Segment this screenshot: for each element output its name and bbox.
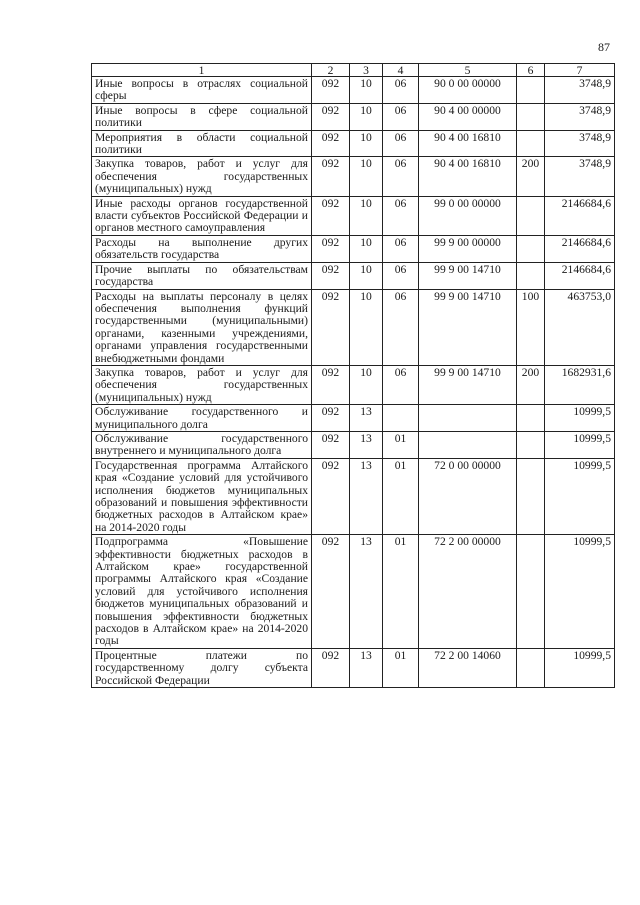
section-code-cell: 10	[350, 157, 383, 196]
expense-type-cell	[517, 196, 545, 235]
target-article-cell: 72 2 00 00000	[419, 535, 517, 649]
expense-type-cell	[517, 648, 545, 687]
column-header: 5	[419, 64, 517, 77]
column-header: 7	[545, 64, 615, 77]
expense-type-cell	[517, 535, 545, 649]
column-header: 1	[92, 64, 312, 77]
row-name-cell: Государственная программа Алтайского края «Создание условий для устойчивого исполнения бюджетов муниципальных образований и повышения эффективности бюджетных расходов в Алтайском крае» на 2014-2020 годы	[92, 458, 312, 534]
amount-cell: 2146684,6	[545, 262, 615, 289]
expense-type-cell: 200	[517, 157, 545, 196]
grbs-code-cell: 092	[312, 458, 350, 534]
subsection-code-cell: 06	[383, 130, 419, 157]
section-code-cell: 13	[350, 535, 383, 649]
row-name-cell: Иные расходы органов государственной власти субъектов Российской Федерации и органов местного самоуправления	[92, 196, 312, 235]
subsection-code-cell: 06	[383, 262, 419, 289]
expense-type-cell	[517, 405, 545, 432]
section-code-cell: 10	[350, 103, 383, 130]
budget-table	[91, 63, 615, 688]
subsection-code-cell: 06	[383, 196, 419, 235]
row-name-cell: Иные вопросы в сфере социальной политики	[92, 103, 312, 130]
amount-cell: 10999,5	[545, 405, 615, 432]
expense-type-cell	[517, 103, 545, 130]
row-name-cell: Иные вопросы в отраслях социальной сферы	[92, 77, 312, 104]
target-article-cell: 90 4 00 16810	[419, 157, 517, 196]
grbs-code-cell: 092	[312, 289, 350, 365]
subsection-code-cell	[383, 405, 419, 432]
row-name-cell: Закупка товаров, работ и услуг для обеспечения государственных (муниципальных) нужд	[92, 157, 312, 196]
table-row	[92, 235, 615, 262]
amount-cell: 10999,5	[545, 648, 615, 687]
expense-type-cell	[517, 77, 545, 104]
section-code-cell: 10	[350, 130, 383, 157]
target-article-cell: 90 4 00 16810	[419, 130, 517, 157]
table-row	[92, 458, 615, 534]
subsection-code-cell: 06	[383, 365, 419, 404]
amount-cell: 1682931,6	[545, 365, 615, 404]
amount-cell: 10999,5	[545, 535, 615, 649]
target-article-cell: 99 9 00 14710	[419, 289, 517, 365]
table-row	[92, 196, 615, 235]
subsection-code-cell: 06	[383, 103, 419, 130]
grbs-code-cell: 092	[312, 431, 350, 458]
section-code-cell: 10	[350, 262, 383, 289]
section-code-cell: 13	[350, 458, 383, 534]
section-code-cell: 13	[350, 431, 383, 458]
row-name-cell: Обслуживание государственного и муниципального долга	[92, 405, 312, 432]
amount-cell: 2146684,6	[545, 235, 615, 262]
table-row	[92, 535, 615, 649]
row-name-cell: Подпрограмма «Повышение эффективности бюджетных расходов в Алтайском крае» государственной программы Алтайского края «Создание условий для устойчивого исполнения бюджетов муниципальных образований и повышения эффективности бюджетных расходов в Алтайском крае» на 2014-2020 годы	[92, 535, 312, 649]
row-name-cell: Расходы на выплаты персоналу в целях обеспечения выполнения функций государственными (муниципальными) органами, казенными учреждениями, органами управления государственными внебюджетными фондами	[92, 289, 312, 365]
expense-type-cell: 200	[517, 365, 545, 404]
amount-cell: 10999,5	[545, 458, 615, 534]
amount-cell: 3748,9	[545, 157, 615, 196]
grbs-code-cell: 092	[312, 77, 350, 104]
table-row	[92, 431, 615, 458]
target-article-cell: 99 0 00 00000	[419, 196, 517, 235]
row-name-cell: Расходы на выполнение других обязательств государства	[92, 235, 312, 262]
table-row	[92, 365, 615, 404]
expense-type-cell	[517, 458, 545, 534]
grbs-code-cell: 092	[312, 235, 350, 262]
target-article-cell: 99 9 00 14710	[419, 365, 517, 404]
section-code-cell: 10	[350, 77, 383, 104]
target-article-cell: 90 0 00 00000	[419, 77, 517, 104]
target-article-cell: 72 2 00 14060	[419, 648, 517, 687]
table-row	[92, 289, 615, 365]
row-name-cell: Закупка товаров, работ и услуг для обеспечения государственных (муниципальных) нужд	[92, 365, 312, 404]
target-article-cell: 99 9 00 14710	[419, 262, 517, 289]
table-row	[92, 262, 615, 289]
table-row	[92, 157, 615, 196]
grbs-code-cell: 092	[312, 130, 350, 157]
grbs-code-cell: 092	[312, 405, 350, 432]
table-row	[92, 103, 615, 130]
column-header: 4	[383, 64, 419, 77]
expense-type-cell	[517, 431, 545, 458]
subsection-code-cell: 01	[383, 535, 419, 649]
row-name-cell: Процентные платежи по государственному долгу субъекта Российской Федерации	[92, 648, 312, 687]
grbs-code-cell: 092	[312, 196, 350, 235]
expense-type-cell	[517, 262, 545, 289]
section-code-cell: 10	[350, 365, 383, 404]
expense-type-cell	[517, 130, 545, 157]
target-article-cell	[419, 431, 517, 458]
subsection-code-cell: 06	[383, 77, 419, 104]
expense-type-cell: 100	[517, 289, 545, 365]
subsection-code-cell: 01	[383, 458, 419, 534]
amount-cell: 2146684,6	[545, 196, 615, 235]
section-code-cell: 13	[350, 648, 383, 687]
row-name-cell: Прочие выплаты по обязательствам государства	[92, 262, 312, 289]
grbs-code-cell: 092	[312, 535, 350, 649]
grbs-code-cell: 092	[312, 103, 350, 130]
subsection-code-cell: 01	[383, 648, 419, 687]
row-name-cell: Обслуживание государственного внутреннего и муниципального долга	[92, 431, 312, 458]
section-code-cell: 10	[350, 196, 383, 235]
table-row	[92, 405, 615, 432]
subsection-code-cell: 06	[383, 235, 419, 262]
subsection-code-cell: 06	[383, 289, 419, 365]
grbs-code-cell: 092	[312, 648, 350, 687]
column-header: 6	[517, 64, 545, 77]
table-row	[92, 77, 615, 104]
expense-type-cell	[517, 235, 545, 262]
subsection-code-cell: 01	[383, 431, 419, 458]
section-code-cell: 13	[350, 405, 383, 432]
table-header-row	[92, 64, 615, 77]
page-number: 87	[598, 40, 610, 54]
target-article-cell: 99 9 00 00000	[419, 235, 517, 262]
table-row	[92, 130, 615, 157]
section-code-cell: 10	[350, 289, 383, 365]
column-header: 2	[312, 64, 350, 77]
target-article-cell	[419, 405, 517, 432]
column-header: 3	[350, 64, 383, 77]
amount-cell: 3748,9	[545, 130, 615, 157]
table-row	[92, 648, 615, 687]
row-name-cell: Мероприятия в области социальной политики	[92, 130, 312, 157]
grbs-code-cell: 092	[312, 365, 350, 404]
subsection-code-cell: 06	[383, 157, 419, 196]
target-article-cell: 72 0 00 00000	[419, 458, 517, 534]
grbs-code-cell: 092	[312, 157, 350, 196]
section-code-cell: 10	[350, 235, 383, 262]
amount-cell: 3748,9	[545, 103, 615, 130]
grbs-code-cell: 092	[312, 262, 350, 289]
amount-cell: 463753,0	[545, 289, 615, 365]
amount-cell: 10999,5	[545, 431, 615, 458]
amount-cell: 3748,9	[545, 77, 615, 104]
table-body	[92, 77, 615, 688]
target-article-cell: 90 4 00 00000	[419, 103, 517, 130]
